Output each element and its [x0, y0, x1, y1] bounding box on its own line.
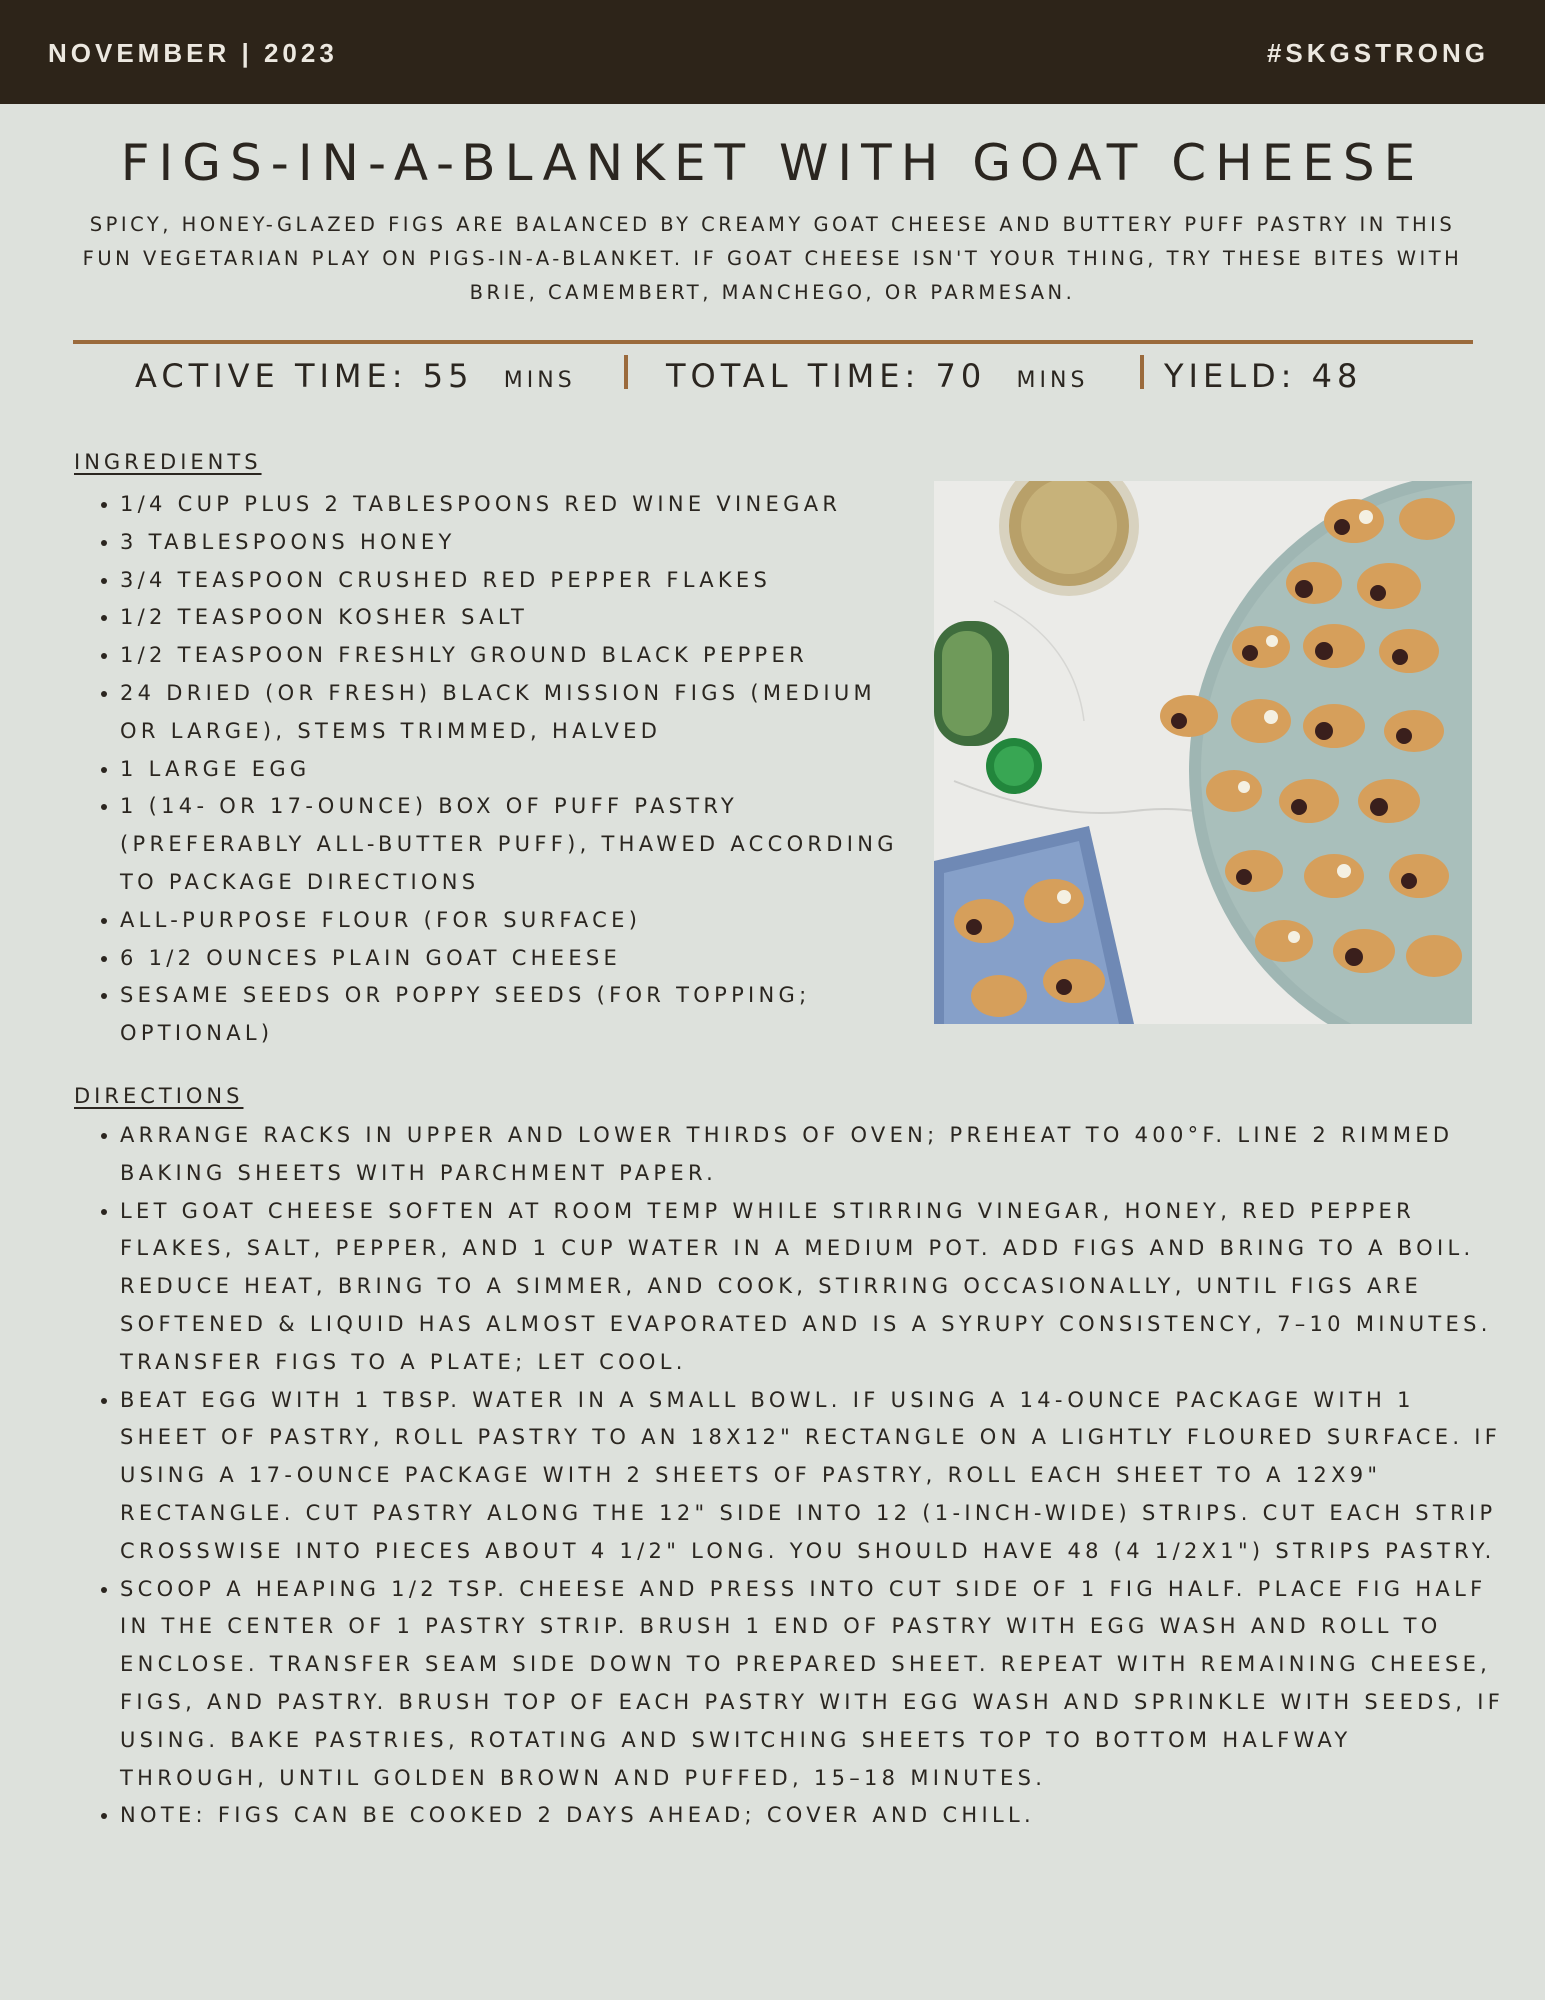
list-item: • NOTE: FIGS CAN BE COOKED 2 DAYS AHEAD; COVER AND CHILL. — [120, 1797, 1505, 1835]
list-item: • LET GOAT CHEESE SOFTEN AT ROOM TEMP WHILE STIRRING VINEGAR, HONEY, RED PEPPER FLAKES, SALT, PEPPER, AND 1 CUP WATER IN A MEDIUM POT. ADD FIGS AND BRING TO A BOIL. REDUCE HEAT, BRING TO A SIMMER, AND COOK, STIRRING OCCASIONALLY, UNTIL FIGS ARE SOFTENED & LIQUID HAS ALMOST EVAPORATED AND IS A SYRUPY CONSISTENCY, 7–10 MINUTES. TRANSFER FIGS TO A PLATE; LET COOL. — [120, 1193, 1505, 1382]
list-item: • 1/2 TEASPOON KOSHER SALT — [120, 599, 920, 637]
yield: YIELD: 48 — [1164, 357, 1363, 395]
total-time-unit: MINS — [1016, 368, 1089, 393]
list-item: • SCOOP A HEAPING 1/2 TSP. CHEESE AND PRESS INTO CUT SIDE OF 1 FIG HALF. PLACE FIG HALF IN THE CENTER OF 1 PASTRY STRIP. BRUSH 1 END OF PASTRY WITH EGG WASH AND ROLL TO ENCLOSE. TRANSFER SEAM SIDE DOWN TO PREPARED SHEET. REPEAT WITH REMAINING CHEESE, FIGS, AND PASTRY. BRUSH TOP OF EACH PASTRY WITH EGG WASH AND SPRINKLE WITH SEEDS, IF USING. BAKE PASTRIES, ROTATING AND SWITCHING SHEETS TOP TO BOTTOM HALFWAY THROUGH, UNTIL GOLDEN BROWN AND PUFFED, 15–18 MINUTES. — [120, 1571, 1505, 1798]
food-illustration — [934, 481, 1472, 1024]
header-bar — [0, 0, 1545, 104]
list-item: • 3/4 TEASPOON CRUSHED RED PEPPER FLAKES — [120, 562, 920, 600]
list-item: • 1 LARGE EGG — [120, 751, 920, 789]
recipe-photo — [934, 481, 1472, 1024]
recipe-title: FIGS-IN-A-BLANKET WITH GOAT CHEESE — [120, 134, 1425, 192]
active-time-value: ACTIVE TIME: 55 — [135, 357, 474, 395]
list-item: • ARRANGE RACKS IN UPPER AND LOWER THIRDS OF OVEN; PREHEAT TO 400°F. LINE 2 RIMMED BAKING SHEETS WITH PARCHMENT PAPER. — [120, 1117, 1505, 1193]
separator — [1140, 355, 1144, 389]
recipe-description: SPICY, HONEY-GLAZED FIGS ARE BALANCED BY CREAMY GOAT CHEESE AND BUTTERY PUFF PASTRY IN THIS FUN VEGETARIAN PLAY ON PIGS-IN-A-BLANKET. IF GOAT CHEESE ISN'T YOUR THING, TRY THESE BITES WITH BRIE, CAMEMBERT, MANCHEGO, OR PARMESAN. — [82, 213, 1463, 304]
list-item: • 6 1/2 OUNCES PLAIN GOAT CHEESE — [120, 940, 920, 978]
list-item: • 1/4 CUP PLUS 2 TABLESPOONS RED WINE VINEGAR — [120, 486, 920, 524]
list-item: • 24 DRIED (OR FRESH) BLACK MISSION FIGS (MEDIUM OR LARGE), STEMS TRIMMED, HALVED — [120, 675, 920, 751]
separator — [624, 355, 628, 389]
list-item: • 1 (14- OR 17-OUNCE) BOX OF PUFF PASTRY (PREFERABLY ALL-BUTTER PUFF), THAWED ACCORDING TO PACKAGE DIRECTIONS — [120, 788, 920, 901]
list-item: • ALL-PURPOSE FLOUR (FOR SURFACE) — [120, 902, 920, 940]
active-time — [135, 357, 576, 395]
directions-list — [92, 1117, 1505, 1835]
list-item: • SESAME SEEDS OR POPPY SEEDS (FOR TOPPING; OPTIONAL) — [120, 977, 920, 1053]
total-time-value: TOTAL TIME: 70 — [666, 357, 987, 395]
hashtag: #SKGSTRONG — [1266, 38, 1489, 68]
directions-heading: DIRECTIONS — [74, 1084, 244, 1108]
ingredients-heading: INGREDIENTS — [74, 450, 262, 474]
list-item: • 3 TABLESPOONS HONEY — [120, 524, 920, 562]
ingredients-list — [92, 486, 920, 1053]
active-time-unit: MINS — [503, 368, 576, 393]
issue-date: NOVEMBER | 2023 — [48, 38, 338, 68]
list-item: • 1/2 TEASPOON FRESHLY GROUND BLACK PEPPER — [120, 637, 920, 675]
list-item: • BEAT EGG WITH 1 TBSP. WATER IN A SMALL BOWL. IF USING A 14-OUNCE PACKAGE WITH 1 SHEET OF PASTRY, ROLL PASTRY TO AN 18X12" RECTANGLE ON A LIGHTLY FLOURED SURFACE. IF USING A 17-OUNCE PACKAGE WITH 2 SHEETS OF PASTRY, ROLL EACH SHEET TO A 12X9" RECTANGLE. CUT PASTRY ALONG THE 12" SIDE INTO 12 (1-INCH-WIDE) STRIPS. CUT EACH STRIP CROSSWISE INTO PIECES ABOUT 4 1/2" LONG. YOU SHOULD HAVE 48 (4 1/2X1") STRIPS PASTRY. — [120, 1382, 1505, 1571]
divider-rule — [73, 340, 1473, 344]
time-info-row — [0, 353, 1545, 399]
total-time — [666, 357, 1088, 395]
